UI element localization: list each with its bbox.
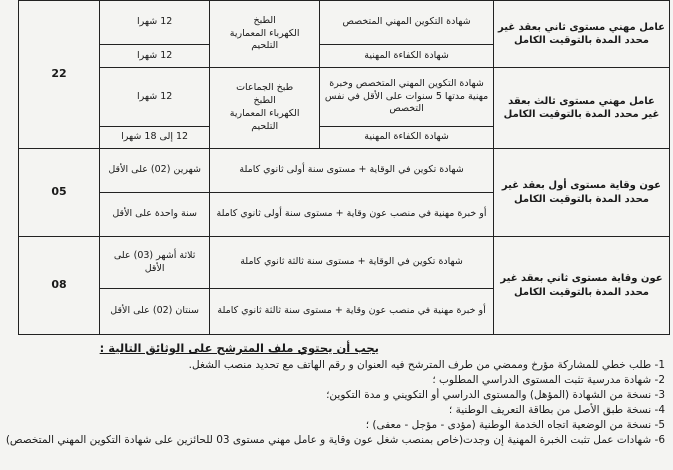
specialty-cell: طبخ الجماعات الطبخ الكهرباء المعمارية التلحيم xyxy=(210,68,320,149)
post-name: عون وقاية مستوى ثاني بعقد غير محدد المدة بالتوقيت الكامل xyxy=(493,237,669,335)
duration-cell: سنتان (02) على الأقل xyxy=(100,289,210,335)
document-item: 3- نسخة من الشهادة (المؤهل) والمستوى الدراسي أو التكويني و مدة التكوين؛ xyxy=(326,389,665,402)
condition-cell: شهادة الكفاءة المهنية xyxy=(320,127,494,149)
table-row xyxy=(19,68,670,127)
specialty-cell: الطبخ الكهرباء المعمارية التلحيم xyxy=(210,1,320,68)
posts-count: 08 xyxy=(19,237,100,335)
required-documents xyxy=(5,340,665,448)
table-row xyxy=(19,149,670,193)
posts-count: 22 xyxy=(19,1,100,149)
post-name: عون وقاية مستوى أول بعقد غير محدد المدة بالتوقيت الكامل xyxy=(493,149,669,237)
condition-cell: شهادة تكوين في الوقاية + مستوى سنة ثالثة ثانوي كاملة xyxy=(210,237,494,289)
document-item: 2- شهادة مدرسية تثبت المستوى الدراسي المطلوب ؛ xyxy=(432,374,665,387)
document-item: 1- طلب خطي للمشاركة مؤرخ وممضي من طرف المترشح فيه العنوان و رقم الهاتف مع تحديد منصب الشغل. xyxy=(188,359,665,372)
table-row xyxy=(19,1,670,45)
duration-cell: ثلاثة أشهر (03) على الأقل xyxy=(100,237,210,289)
jobs-table xyxy=(18,0,670,335)
condition-cell: شهادة الكفاءة المهنية xyxy=(320,45,494,68)
duration-cell: شهرين (02) على الأقل xyxy=(100,149,210,193)
documents-title: يجب أن يحتوي ملف المترشح على الوثائق التالية : xyxy=(99,341,379,355)
duration-cell: 12 شهرا xyxy=(100,1,210,45)
post-name: عامل مهني مستوى ثاني بعقد غير محدد المدة بالتوقيت الكامل xyxy=(493,1,669,68)
document-item: 6- شهادات عمل تثبت الخبرة المهنية إن وجدت(خاص بمنصب شغل عون وقاية و عامل مهني مستوى 03 للحائزين على شهادة التكوين المهني المتخصص) xyxy=(5,434,665,447)
duration-cell: 12 شهرا xyxy=(100,45,210,68)
duration-cell: سنة واحدة على الأقل xyxy=(100,193,210,237)
table-row xyxy=(19,237,670,289)
document-item: 5- نسخة من الوضعية اتجاه الخدمة الوطنية (مؤدى - مؤجل - معفى) ؛ xyxy=(365,419,665,432)
posts-count: 05 xyxy=(19,149,100,237)
condition-cell: أو خبرة مهنية في منصب عون وقاية + مستوى سنة ثالثة ثانوي كاملة xyxy=(210,289,494,335)
condition-cell: شهادة تكوين في الوقاية + مستوى سنة أولى ثانوي كاملة xyxy=(210,149,494,193)
condition-cell: شهادة التكوين المهني المتخصص وخبرة مهنية مدتها 5 سنوات على الأقل في نفس التخصص xyxy=(320,68,494,127)
post-name: عامل مهني مستوى ثالث بعقد غير محدد المدة بالتوقيت الكامل xyxy=(493,68,669,149)
duration-cell: 12 إلى 18 شهرا xyxy=(100,127,210,149)
duration-cell: 12 شهرا xyxy=(100,68,210,127)
condition-cell: شهادة التكوين المهني المتخصص xyxy=(320,1,494,45)
condition-cell: أو خبرة مهنية في منصب عون وقاية + مستوى سنة أولى ثانوي كاملة xyxy=(210,193,494,237)
document-item: 4- نسخة طبق الأصل من بطاقة التعريف الوطنية ؛ xyxy=(448,404,665,417)
